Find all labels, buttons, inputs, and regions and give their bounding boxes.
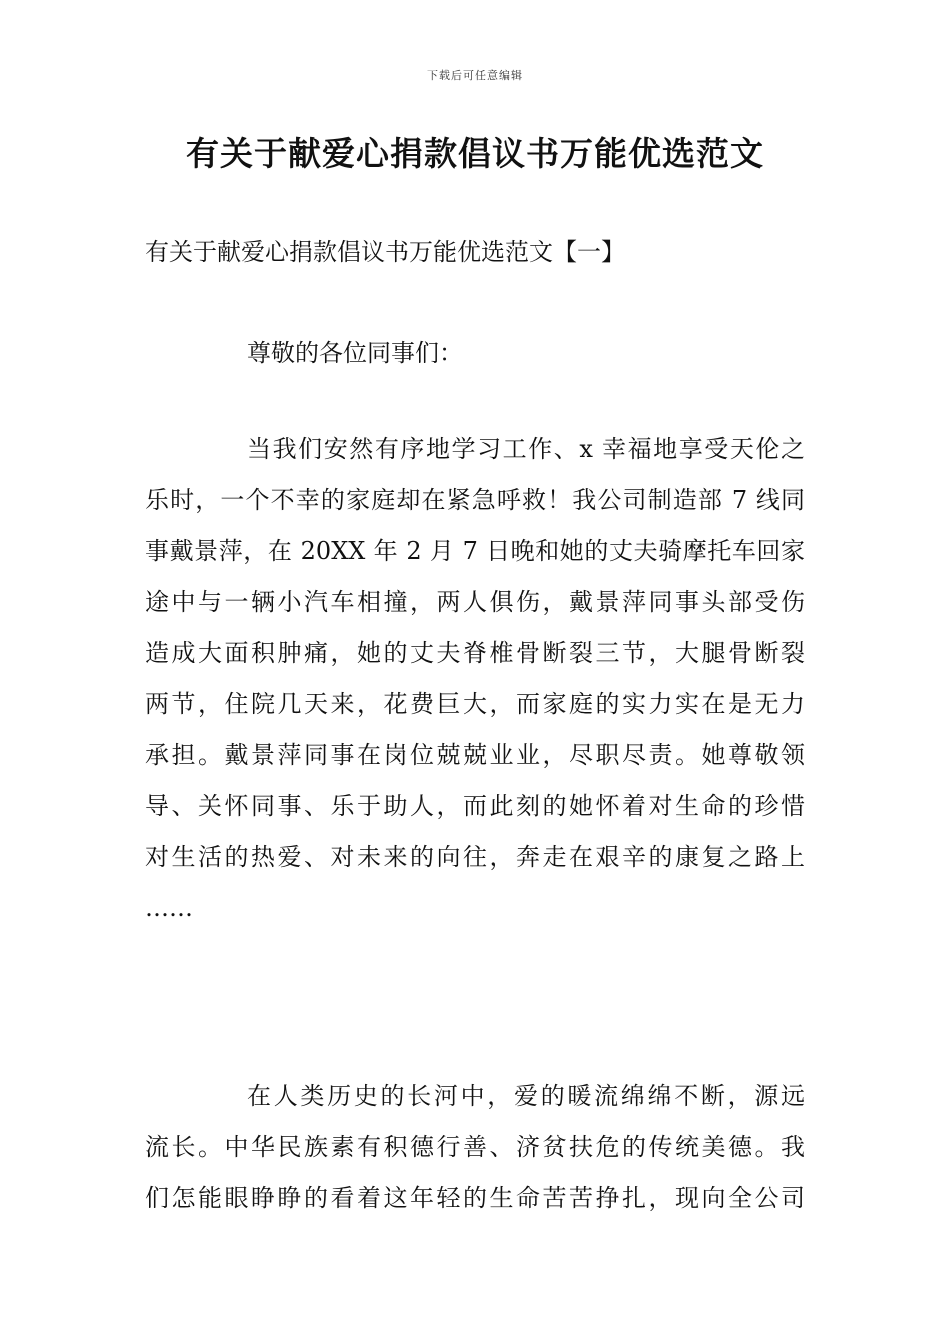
paragraph-line: 途中与一辆小汽车相撞，两人俱伤，戴景萍同事头部受伤 — [145, 588, 805, 616]
paragraph-line: 在人类历史的长河中，爱的暖流绵绵不断，源远 — [247, 1082, 805, 1110]
document-title: 有关于献爱心捐款倡议书万能优选范文 — [186, 134, 764, 173]
paragraph-line: 对生活的热爱、对未来的向往，奔走在艰辛的康复之路上 — [145, 843, 805, 871]
paragraph-line: 事戴景萍，在 20XX 年 2 月 7 日晚和她的丈夫骑摩托车回家 — [145, 537, 805, 565]
greeting-line: 尊敬的各位同事们： — [247, 339, 463, 367]
paragraph-line: 们怎能眼睁睁的看着这年轻的生命苦苦挣扎，现向全公司 — [145, 1184, 805, 1212]
paragraph-line: 两节，住院几天来，花费巨大，而家庭的实力实在是无力 — [145, 690, 805, 718]
paragraph-line: …… — [145, 894, 193, 922]
paragraph-1 — [145, 424, 805, 934]
header-note: 下载后可任意编辑 — [427, 69, 523, 82]
section-heading: 有关于献爱心捐款倡议书万能优选范文【一】 — [145, 238, 625, 266]
paragraph-line: 导、关怀同事、乐于助人，而此刻的她怀着对生命的珍惜 — [145, 792, 805, 820]
paragraph-line: 流长。中华民族素有积德行善、济贫扶危的传统美德。我 — [145, 1133, 805, 1161]
paragraph-line: 乐时，一个不幸的家庭却在紧急呼救！我公司制造部 7 线同 — [145, 486, 805, 514]
paragraph-line: 造成大面积肿痛，她的丈夫脊椎骨断裂三节，大腿骨断裂 — [145, 639, 805, 667]
paragraph-line: 承担。戴景萍同事在岗位兢兢业业，尽职尽责。她尊敬领 — [145, 741, 805, 769]
paragraph-line: 当我们安然有序地学习工作、x 幸福地享受天伦之 — [247, 435, 805, 463]
paragraph-2 — [145, 1071, 805, 1224]
